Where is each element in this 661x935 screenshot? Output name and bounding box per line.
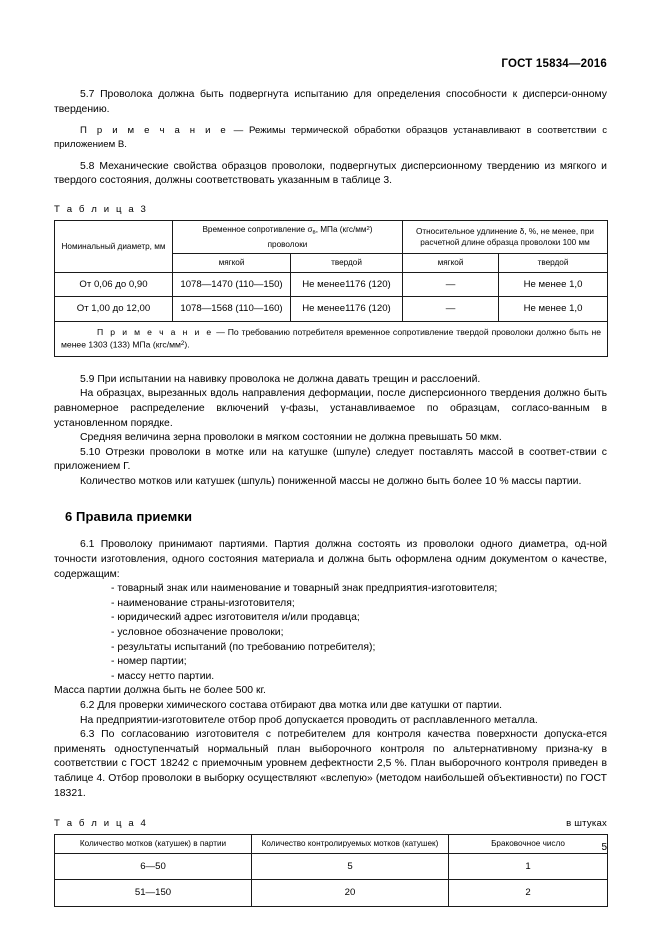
table-3-subheader-strength-hard: твердой	[291, 254, 403, 273]
table-3	[54, 220, 608, 357]
table-3-note-row	[55, 321, 608, 356]
list-item: - номер партии;	[111, 656, 187, 668]
table-3-note-text-a: — По требованию потребителя временное сопротивление твердой проволоки должно быть не менее 1303 (133) МПа (кгс/мм	[61, 326, 601, 350]
table-3-subheader-strength-soft: мягкой	[173, 254, 291, 273]
table-3-cell-strength-hard: Не менее1176 (120)	[291, 297, 403, 322]
p59b-text-a: На образцах, вырезанных вдоль направления деформации, после дисперсионного твердения должно быть равномерное распределение включений	[54, 388, 607, 414]
note-text: — Режимы термической обработки образцов устанавливают в соответствии с приложением В.	[54, 125, 607, 151]
page-number: 5	[601, 842, 607, 853]
gamma-symbol: γ	[280, 402, 286, 414]
paragraph-5-9: 5.9 При испытании на навивку проволока не должна давать трещин и расслоений.	[80, 373, 481, 385]
table-4-cell-reject-number: 1	[449, 853, 608, 880]
section-heading-6: 6 Правила приемки	[65, 509, 193, 525]
table-4-cell-lot-count: 6—50	[55, 853, 252, 880]
table-4-caption-row	[54, 818, 607, 829]
table-4-cell-checked-count: 5	[252, 853, 449, 880]
table-3-header-elongation	[403, 220, 608, 254]
paragraph-6-2: 6.2 Для проверки химического состава отбирают два мотка или две катушки от партии.	[80, 700, 503, 712]
list-item: - массу нетто партии.	[111, 670, 215, 682]
table-3-caption: Т а б л и ц а 3	[54, 203, 148, 215]
strength-text-a: Временное сопротивление σ	[202, 225, 313, 235]
table-3-cell-elong-hard: Не менее 1,0	[499, 272, 608, 297]
paragraph-6-2-b: На предприятии-изготовителе отбор проб допускается проводить от расплавленного металла.	[80, 714, 538, 726]
paragraph-6-3: 6.3 По согласованию изготовителя с потребителем для контроля качества поверхности допуска-ется применять одноступенчатый нормальный план выборочного контроля по альтернативному призна-ку в соответствии с ГОСТ 18242 с приемочным уровнем дефектности 2,5 %. План выборочного контроля приведен в таблице 4. Отбор проволоки в выборку осуществляют «вслепую» (методом наибольшей объективности) по ГОСТ 18321.	[54, 729, 607, 799]
document-content	[54, 88, 607, 907]
strength-text-b: , МПа (кгс/мм	[315, 225, 367, 235]
table-3-block	[54, 204, 607, 357]
table-3-cell-diameter: От 0,06 до 0,90	[55, 272, 173, 297]
document-header-standard-number: ГОСТ 15834—2016	[501, 58, 607, 70]
table-3-subheader-elong-soft: мягкой	[403, 254, 499, 273]
table-3-header-strength	[173, 220, 403, 254]
table-row	[55, 880, 608, 907]
table-4-cell-checked-count: 20	[252, 880, 449, 907]
table-4-cell-reject-number: 2	[449, 880, 608, 907]
table-3-caption-row	[54, 204, 607, 215]
paragraph-5-9-c: Средняя величина зерна проволоки в мягком состоянии не должна превышать 50 мкм.	[80, 432, 502, 444]
table-3-cell-elong-soft: —	[403, 272, 499, 297]
note-square-superscript: 2	[180, 340, 185, 348]
elongation-line1: Относительное удлинение δ, %, не менее, при	[416, 226, 594, 236]
elongation-line2: расчетной длине образца проволоки 100 мм	[420, 238, 590, 248]
table-4-header-checked-count: Количество контролируемых мотков (катушек)	[252, 835, 449, 854]
table-row	[55, 853, 608, 880]
table-row	[55, 272, 608, 297]
table-4-caption: Т а б л и ц а 4	[54, 818, 148, 830]
table-3-cell-elong-hard: Не менее 1,0	[499, 297, 608, 322]
paragraph-6-1-mass: Масса партии должна быть не более 500 кг.	[54, 685, 266, 697]
table-4-units-label: в штуках	[566, 818, 607, 830]
table-4-cell-lot-count: 51—150	[55, 880, 252, 907]
note-label: П р и м е ч а н и е	[80, 125, 228, 137]
table-3-cell-strength-soft: 1078—1568 (110—160)	[173, 297, 291, 322]
table-3-note-text-b: ).	[184, 339, 190, 350]
table-4	[54, 834, 608, 907]
table-3-cell-strength-soft: 1078—1470 (110—150)	[173, 272, 291, 297]
table-3-cell-strength-hard: Не менее1176 (120)	[291, 272, 403, 297]
sigma-subscript: в	[312, 229, 316, 236]
list-item: - юридический адрес изготовителя и/или продавца;	[111, 612, 360, 624]
list-item: - результаты испытаний (по требованию потребителя);	[111, 641, 376, 653]
table-3-subheader-elong-hard: твердой	[499, 254, 608, 273]
p59b-text-b: -фазы, устанавливаемое по образцам, согласо-ванным в установленном порядке.	[54, 402, 608, 429]
table-3-cell-elong-soft: —	[403, 297, 499, 322]
table-3-header-row-1	[55, 220, 608, 254]
table-4-header-row	[55, 835, 608, 854]
paragraph-5-8: 5.8 Механические свойства образцов проволоки, подвергнутых дисперсионному твердению из мягкого и твердого состояния, должны соответствовать указанным в таблице 3.	[54, 160, 607, 187]
list-item: - товарный знак или наименование и товарный знак предприятия-изготовителя;	[111, 583, 498, 595]
table-4-block	[54, 818, 607, 907]
table-4-header-lot-count: Количество мотков (катушек) в партии	[55, 835, 252, 854]
paragraph-5-10-b: Количество мотков или катушек (шпуль) пониженной массы не должно быть более 10 % массы партии.	[80, 475, 582, 487]
strength-text-c: )	[369, 225, 373, 235]
square-superscript: 2	[366, 225, 370, 232]
table-row	[55, 297, 608, 322]
list-item: - условное обозначение проволоки;	[111, 627, 284, 639]
list-item: - наименование страны-изготовителя;	[111, 597, 295, 609]
paragraph-5-9-b	[54, 387, 607, 431]
table-3-cell-diameter: От 1,00 до 12,00	[55, 297, 173, 322]
table-3-note-label: П р и м е ч а н и е	[97, 326, 214, 337]
strength-text-line2: проволоки	[267, 239, 308, 249]
note-after-5-7	[54, 124, 607, 152]
table-4-header-reject-number: Браковочное число	[449, 835, 608, 854]
paragraph-5-10: 5.10 Отрезки проволоки в мотке или на катушке (шпуле) следует поставлять массой в соответ-ствии с приложением Г.	[54, 446, 607, 473]
table-3-header-diameter: Номинальный диаметр, мм	[55, 220, 173, 272]
paragraph-5-7: 5.7 Проволока должна быть подвергнута испытанию для определения способности к дисперси-онному твердению.	[54, 89, 607, 115]
table-3-note	[55, 321, 608, 356]
paragraph-6-1: 6.1 Проволоку принимают партиями. Партия должна состоять из проволоки одного диаметра, од-ной точности изготовления, одного состояния материала и должна быть оформлена одним документом о качестве, содержащим:	[54, 539, 607, 580]
